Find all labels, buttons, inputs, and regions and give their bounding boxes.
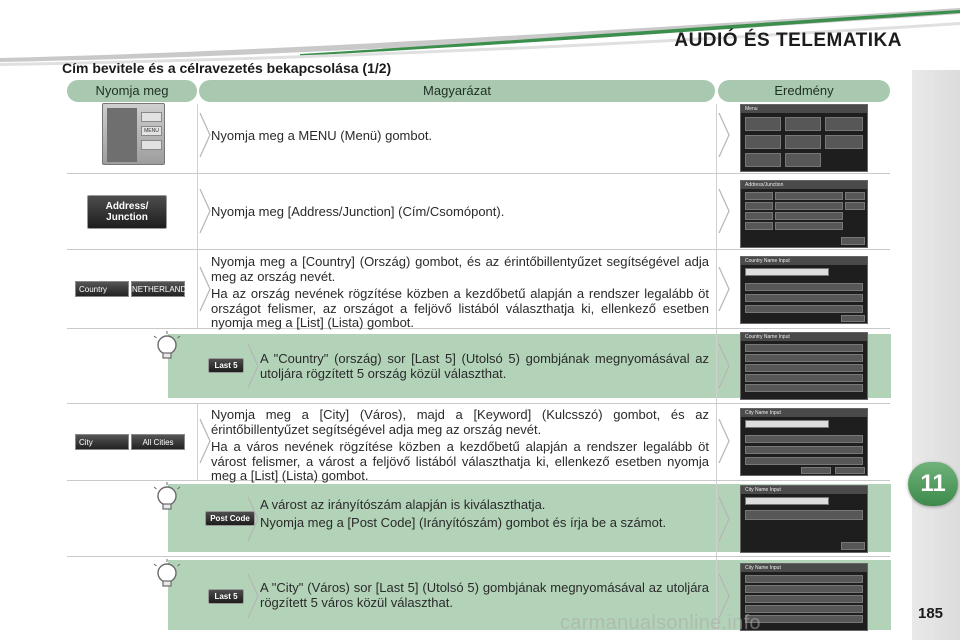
column-separator bbox=[716, 104, 717, 630]
result-screenshot-city-list: City Name Input bbox=[740, 563, 868, 631]
device-screen bbox=[107, 108, 137, 162]
lightbulb-icon bbox=[150, 330, 184, 364]
city-label: City bbox=[75, 434, 129, 450]
menu-button-unit bbox=[102, 103, 165, 165]
chevron-right-icon bbox=[199, 188, 211, 234]
chevron-right-icon bbox=[199, 418, 211, 464]
page-number: 185 bbox=[918, 605, 944, 622]
row-5-explanation: Nyomja meg a [City] (Város), majd a [Keyword] (Kulcsszó) gombot, és az érintőbillentyűzet segítségével adja meg az ország nevét. Ha a város nevének rögzítése közben a kezdőbetű alapján a rendszer legalább öt várost felismer, a várost a feljövő listából választhatja ki, ellenkező esetben nyomja meg a [List] (Lista) gombot. bbox=[211, 407, 709, 483]
column-header-explanation: Magyarázat bbox=[199, 80, 715, 102]
chapter-badge: 11 bbox=[908, 462, 958, 506]
lightbulb-icon bbox=[150, 481, 184, 515]
result-screenshot-menu: Menu bbox=[740, 104, 868, 172]
chevron-right-icon bbox=[718, 343, 730, 389]
row-divider bbox=[67, 403, 890, 404]
city-value: All Cities bbox=[131, 434, 185, 450]
result-screenshot-post-code: City Name Input bbox=[740, 485, 868, 553]
result-screenshot-country-list: Country Name Input bbox=[740, 332, 868, 400]
column-header-press: Nyomja meg bbox=[67, 80, 197, 102]
chevron-right-icon bbox=[718, 188, 730, 234]
menu-key: MENU bbox=[141, 126, 162, 136]
row-7-explanation: A "City" (Város) sor [Last 5] (Utolsó 5) gombjának megnyomásával az utoljára rögzített 5 város közül választhat. bbox=[260, 580, 709, 610]
row-6-explanation: A várost az irányítószám alapján is kiválaszthatja. Nyomja meg a [Post Code] (Irányítószám) gombot és írja be a számot. bbox=[260, 497, 667, 530]
chevron-right-icon bbox=[718, 112, 730, 158]
result-screenshot-address: Address/Junction bbox=[740, 180, 868, 248]
row-divider bbox=[67, 556, 890, 557]
row-divider bbox=[67, 249, 890, 250]
column-header-result: Eredmény bbox=[718, 80, 890, 102]
row-divider bbox=[67, 173, 890, 174]
row-4-explanation: A "Country" (ország) sor [Last 5] (Utolsó 5) gombjának megnyomásával az utoljára rögzített 5 ország közül választhat. bbox=[260, 351, 709, 381]
row-3-explanation: Nyomja meg a [Country] (Ország) gombot, és az érintőbillentyűzet segítségével adja meg az ország nevét. Ha az ország nevének rögzítése közben a kezdőbetű alapján a rendszer legalább öt országot felismer, az országot a feljövő listából választhatja ki, ellenkező esetben nyomja meg a [List] (Lista) gombot. bbox=[211, 254, 709, 330]
country-label: Country bbox=[75, 281, 129, 297]
chevron-right-icon bbox=[247, 573, 259, 619]
address-junction-button: Address/ Junction bbox=[87, 195, 167, 229]
row-1-explanation: Nyomja meg a MENU (Menü) gombot. bbox=[211, 128, 433, 143]
row-2-explanation: Nyomja meg [Address/Junction] (Cím/Csomópont). bbox=[211, 204, 505, 219]
chevron-right-icon bbox=[247, 343, 259, 389]
chevron-right-icon bbox=[247, 496, 259, 542]
chevron-right-icon bbox=[718, 266, 730, 312]
column-separator bbox=[197, 104, 198, 328]
lightbulb-icon bbox=[150, 558, 184, 592]
post-code-button: Post Code bbox=[205, 511, 255, 526]
chevron-right-icon bbox=[718, 496, 730, 542]
last-5-city-button: Last 5 bbox=[208, 589, 244, 604]
device-button bbox=[141, 112, 162, 122]
result-screenshot-city-input: City Name Input bbox=[740, 408, 868, 476]
section-title: Cím bevitele és a célravezetés bekapcsolása (1/2) bbox=[62, 60, 392, 76]
chapter-header-title: AUDIÓ ÉS TELEMATIKA bbox=[674, 30, 902, 51]
watermark: carmanualsonline.info bbox=[560, 612, 761, 634]
country-value: NETHERLANDS bbox=[131, 281, 185, 297]
city-field-pair bbox=[75, 434, 185, 450]
result-screenshot-country-input: Country Name Input bbox=[740, 256, 868, 324]
device-button bbox=[141, 140, 162, 150]
right-margin-strip bbox=[912, 70, 960, 640]
chevron-right-icon bbox=[199, 112, 211, 158]
column-separator bbox=[197, 404, 198, 480]
last-5-country-button: Last 5 bbox=[208, 358, 244, 373]
chevron-right-icon bbox=[199, 266, 211, 312]
chevron-right-icon bbox=[718, 418, 730, 464]
country-field-pair bbox=[75, 281, 192, 297]
